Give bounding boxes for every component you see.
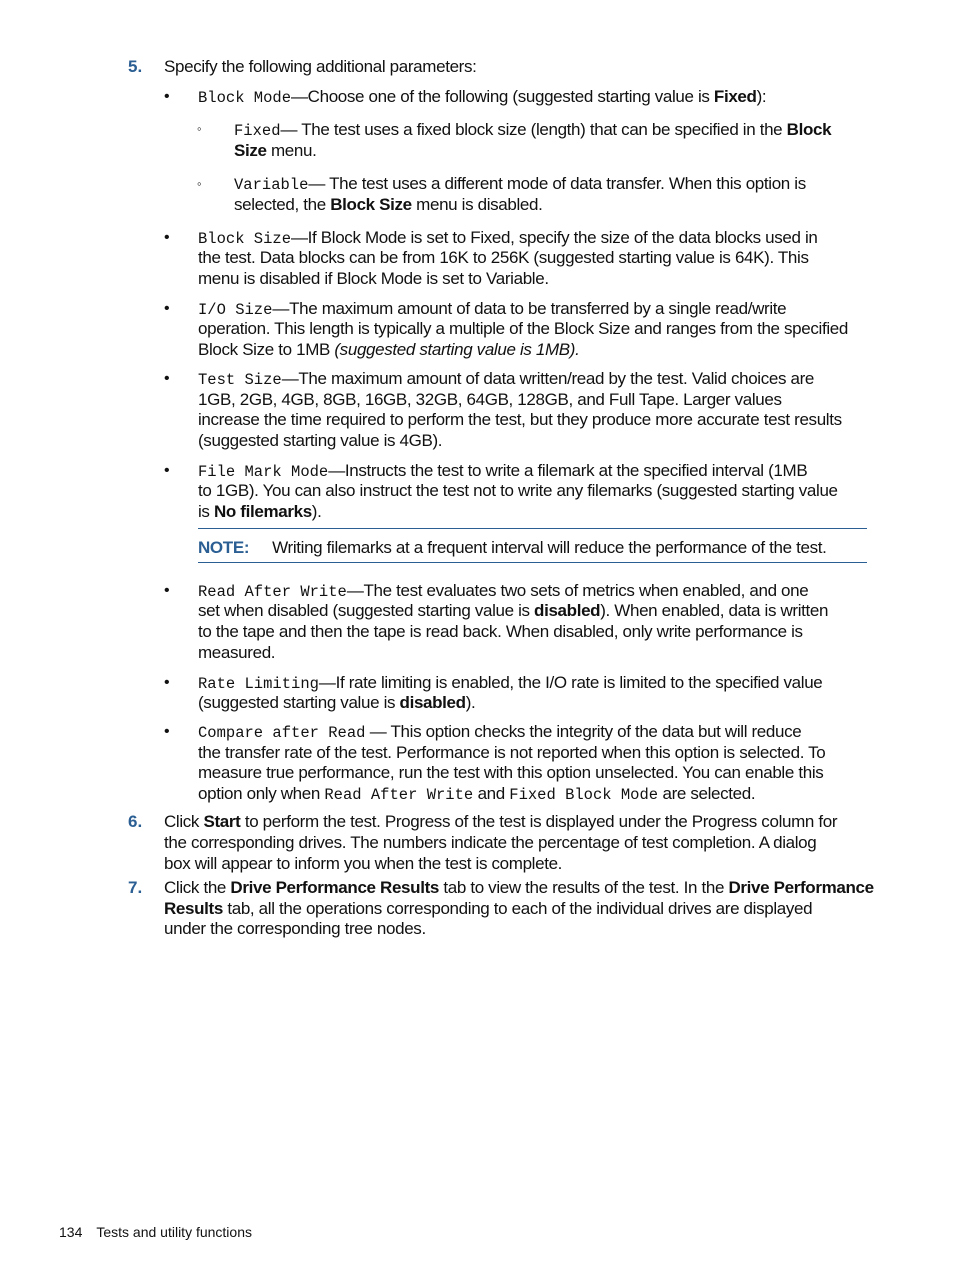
text-run: —If rate limiting is enabled, the I/O rate is limited to the specified value	[318, 673, 823, 692]
param-name: Read After Write	[198, 583, 347, 601]
text-run: —The test evaluates two sets of metrics when enabled, and one	[346, 581, 809, 600]
text-run: set when disabled (suggested starting value is	[198, 601, 535, 620]
section-title: Tests and utility functions	[96, 1224, 252, 1240]
param-name: Block Mode	[198, 89, 292, 107]
text-run: — This option checks the integrity of the data but will reduce	[365, 722, 802, 741]
note-text: Writing filemarks at a frequent interval will reduce the performance of the test.	[272, 538, 827, 557]
bullet-icon: •	[164, 88, 170, 105]
list-item-cont: measure true performance, run the test with this option unselected. You can enable this	[198, 763, 824, 782]
list-item-cont: the transfer rate of the test. Performance is not reported when this option is selected. To	[198, 743, 826, 762]
bullet-icon: •	[164, 229, 170, 246]
italic-text: (suggested starting value is 1MB).	[334, 340, 580, 359]
list-item-cont	[198, 692, 475, 713]
param-name: Test Size	[198, 371, 282, 389]
text-run: — The test uses a different mode of data transfer. When this option is	[308, 174, 806, 193]
param-name: Rate Limiting	[198, 675, 319, 693]
bold-text: No filemarks	[213, 502, 312, 521]
bold-text: Block Size	[330, 195, 412, 214]
list-item	[198, 368, 814, 391]
text-run: Click	[164, 812, 204, 831]
bold-text: Block	[786, 120, 832, 139]
bold-text: Results	[164, 899, 223, 918]
param-name: Block Size	[198, 230, 292, 248]
list-item-cont: increase the time required to perform the test, but they produce more accurate test results	[198, 410, 842, 429]
list-item-cont: measured.	[198, 643, 276, 662]
bold-text: disabled	[399, 693, 466, 712]
text-run: — The test uses a fixed block size (length) that can be specified in the	[280, 120, 787, 139]
option-name: Read After Write	[324, 786, 474, 804]
text-run: ). When enabled, data is written	[600, 601, 829, 620]
sub-list-item-cont	[234, 194, 543, 215]
list-item	[198, 721, 801, 744]
bullet-icon: •	[164, 582, 170, 599]
step-text	[164, 877, 874, 898]
list-item-cont: 1GB, 2GB, 4GB, 8GB, 16GB, 32GB, 64GB, 128GB, and Full Tape. Larger values	[198, 390, 782, 409]
step-number: 6.	[128, 812, 143, 831]
text-run: menu is disabled.	[411, 195, 543, 214]
text-run: to perform the test. Progress of the test is displayed under the Progress column for	[240, 812, 838, 831]
text-run: —The maximum amount of data to be transferred by a single read/write	[272, 299, 787, 318]
sub-list-item-cont	[234, 140, 317, 161]
text-run: is	[198, 502, 214, 521]
text-run: ):	[756, 87, 767, 106]
step-text	[164, 811, 837, 832]
bullet-icon: •	[164, 462, 170, 479]
list-item	[198, 86, 766, 109]
option-name: Fixed	[234, 122, 281, 140]
text-run: —Choose one of the following (suggested starting value is	[291, 87, 714, 106]
list-item-cont	[198, 600, 828, 621]
page-number: 134	[59, 1224, 83, 1240]
bullet-icon: •	[164, 300, 170, 317]
text-run: are selected.	[658, 784, 756, 803]
text-run: selected, the	[234, 195, 331, 214]
param-name: I/O Size	[198, 301, 273, 319]
step-text: Specify the following additional parameters:	[164, 57, 477, 76]
bold-text: Start	[203, 812, 241, 831]
step-text-cont	[164, 898, 812, 919]
param-name: File Mark Mode	[198, 463, 329, 481]
list-item-cont: the test. Data blocks can be from 16K to 256K (suggested starting value is 64K). This	[198, 248, 809, 267]
text-run: tab, all the operations corresponding to each of the individual drives are displayed	[222, 899, 813, 918]
bold-text: Size	[234, 141, 267, 160]
list-item-cont: to 1GB). You can also instruct the test not to write any filemarks (suggested starting value	[198, 481, 838, 500]
step-text-cont: under the corresponding tree nodes.	[164, 919, 426, 938]
text-run: tab to view the results of the test. In the	[439, 878, 729, 897]
note	[198, 537, 826, 558]
text-run: ).	[311, 502, 322, 521]
bullet-icon: •	[164, 370, 170, 387]
option-name: Fixed Block Mode	[509, 786, 659, 804]
list-item-cont	[198, 339, 579, 360]
bold-text: Drive Performance	[728, 878, 874, 897]
text-run: Click the	[164, 878, 231, 897]
text-run: (suggested starting value is	[198, 693, 400, 712]
bold-text: Drive Performance Results	[230, 878, 439, 897]
text-run: option only when	[198, 784, 325, 803]
option-name: Variable	[234, 176, 309, 194]
bold-text: Fixed	[713, 87, 757, 106]
text-run: and	[473, 784, 510, 803]
sub-bullet-icon: ◦	[197, 121, 202, 136]
param-name: Compare after Read	[198, 724, 366, 742]
list-item-cont: (suggested starting value is 4GB).	[198, 431, 443, 450]
note-bottom-rule	[198, 562, 867, 563]
page-footer	[59, 1222, 252, 1242]
step-text-cont: the corresponding drives. The numbers indicate the percentage of test completion. A dialog	[164, 833, 817, 852]
sub-list-item	[234, 119, 831, 142]
list-item-cont: menu is disabled if Block Mode is set to Variable.	[198, 269, 549, 288]
note-top-rule	[198, 528, 867, 529]
list-item-cont	[198, 783, 755, 806]
text-run: —Instructs the test to write a filemark at the specified interval (1MB	[328, 461, 808, 480]
step-text-cont: box will appear to inform you when the test is complete.	[164, 854, 563, 873]
text-run: Block Size to 1MB	[198, 340, 335, 359]
list-item-cont	[198, 501, 321, 522]
bold-text: disabled	[534, 601, 601, 620]
text-run: —If Block Mode is set to Fixed, specify the size of the data blocks used in	[291, 228, 818, 247]
note-label: NOTE:	[198, 538, 250, 557]
list-item-cont: operation. This length is typically a multiple of the Block Size and ranges from the specified	[198, 319, 848, 338]
text-run: ).	[465, 693, 476, 712]
text-run: —The maximum amount of data written/read by the test. Valid choices are	[281, 369, 815, 388]
sub-bullet-icon: ◦	[197, 176, 202, 191]
bullet-icon: •	[164, 723, 170, 740]
step-number: 5.	[128, 57, 143, 76]
step-number: 7.	[128, 878, 143, 897]
bullet-icon: •	[164, 674, 170, 691]
list-item-cont: to the tape and then the tape is read back. When disabled, only write performance is	[198, 622, 803, 641]
text-run: menu.	[266, 141, 317, 160]
sub-list-item	[234, 173, 806, 196]
